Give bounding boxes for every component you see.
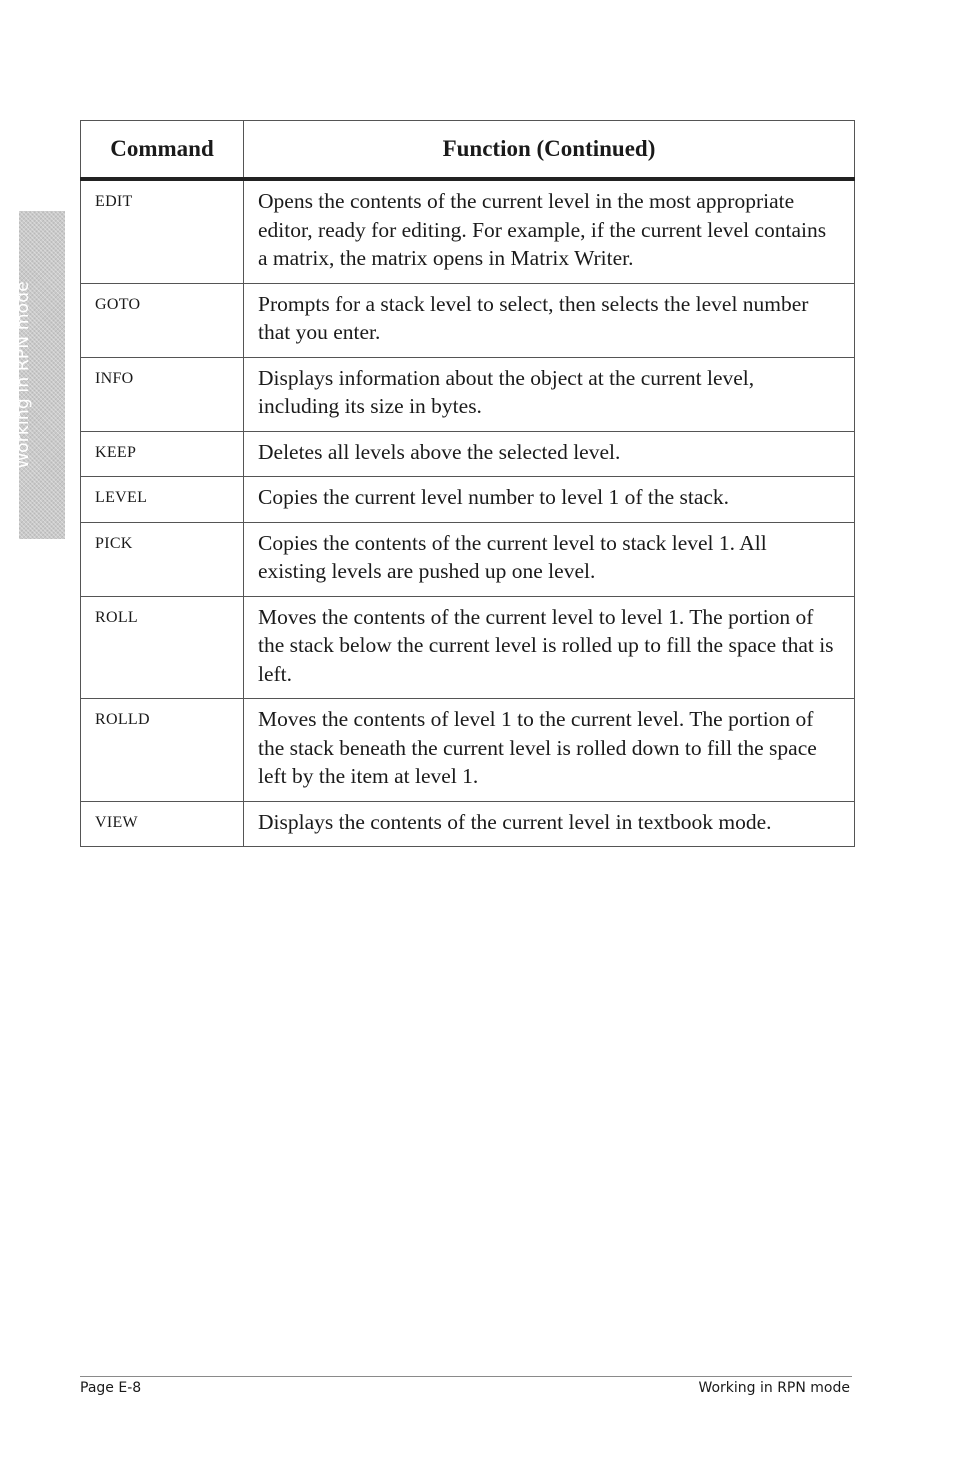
page-number: Page E-8 (80, 1380, 142, 1396)
table-header-row (81, 121, 855, 180)
command-name: EDIT (81, 179, 244, 283)
header-command: Command (81, 121, 244, 180)
command-name: LEVEL (81, 477, 244, 523)
table-row (81, 431, 855, 477)
table-row (81, 699, 855, 802)
command-name: ROLL (81, 596, 244, 699)
side-tab-label: Working in RPN mode (13, 281, 33, 469)
table-row (81, 179, 855, 283)
footer-section-title: Working in RPN mode (698, 1380, 850, 1396)
command-name: INFO (81, 357, 244, 431)
command-name: PICK (81, 522, 244, 596)
command-description: Displays information about the object at the current level, including its size in bytes. (244, 357, 855, 431)
command-table (80, 120, 855, 847)
footer-divider (80, 1376, 852, 1377)
command-name: VIEW (81, 801, 244, 847)
command-description: Copies the contents of the current level to stack level 1. All existing levels are pushed up one level. (244, 522, 855, 596)
table-row (81, 596, 855, 699)
command-description: Deletes all levels above the selected level. (244, 431, 855, 477)
command-name: GOTO (81, 283, 244, 357)
command-name: KEEP (81, 431, 244, 477)
command-name: ROLLD (81, 699, 244, 802)
table-row (81, 357, 855, 431)
command-description: Moves the contents of the current level to level 1. The portion of the stack below the current level is rolled up to fill the space that is left. (244, 596, 855, 699)
table-row (81, 522, 855, 596)
table-row (81, 477, 855, 523)
command-description: Displays the contents of the current level in textbook mode. (244, 801, 855, 847)
table-row (81, 283, 855, 357)
command-description: Opens the contents of the current level in the most appropriate editor, ready for editing. For example, if the current level contains a matrix, the matrix opens in Matrix Writer. (244, 179, 855, 283)
command-description: Prompts for a stack level to select, then selects the level number that you enter. (244, 283, 855, 357)
header-function: Function (Continued) (244, 121, 855, 180)
command-description: Moves the contents of level 1 to the current level. The portion of the stack beneath the current level is rolled down to fill the space left by the item at level 1. (244, 699, 855, 802)
table-row (81, 801, 855, 847)
command-description: Copies the current level number to level 1 of the stack. (244, 477, 855, 523)
